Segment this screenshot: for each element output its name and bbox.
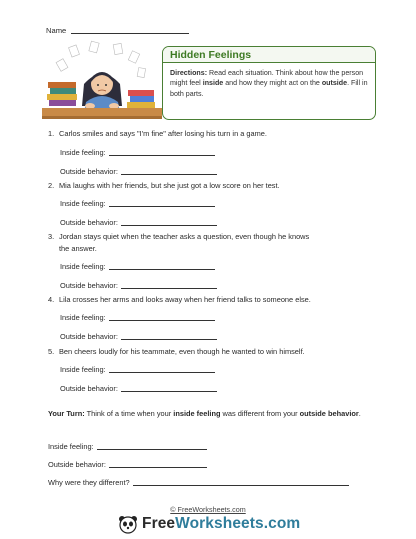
question-text: Carlos smiles and says "I'm fine" after losing his turn in a game. <box>59 129 267 138</box>
inside-label: Inside feeling: <box>60 313 106 322</box>
q2-outside-field[interactable] <box>60 218 217 227</box>
brand-logo <box>118 513 300 535</box>
answer-blank[interactable] <box>109 206 215 207</box>
inside-label: Inside feeling: <box>60 148 106 157</box>
inside-label: Inside feeling: <box>60 199 106 208</box>
answer-blank[interactable] <box>121 339 217 340</box>
copyright-text[interactable]: © FreeWorksheets.com <box>170 505 246 514</box>
question-text: Lila crosses her arms and looks away when her friend talks to someone else. <box>59 295 311 304</box>
your-turn-text-c: . <box>358 409 361 418</box>
name-row <box>46 26 189 35</box>
question-number: 3. <box>48 232 55 241</box>
outside-label: Outside behavior: <box>60 218 118 227</box>
answer-blank[interactable] <box>97 449 207 450</box>
brand-free: Free <box>142 515 176 532</box>
why-label: Why were they different? <box>48 478 130 487</box>
q5-inside-field[interactable] <box>60 365 215 374</box>
directions-part-c: . Fill in both parts. <box>170 79 368 98</box>
answer-blank[interactable] <box>109 269 215 270</box>
title-card <box>162 46 376 120</box>
question-text: Ben cheers loudly for his teammate, even though he wanted to win himself. <box>59 347 305 356</box>
q3-inside-field[interactable] <box>60 262 215 271</box>
question-5 <box>48 346 370 358</box>
your-turn-inside: inside feeling <box>173 409 221 418</box>
answer-blank[interactable] <box>121 225 217 226</box>
outside-label: Outside behavior: <box>60 384 118 393</box>
question-number: 2. <box>48 181 55 190</box>
turn-inside-field[interactable] <box>48 442 207 451</box>
question-number: 1. <box>48 129 55 138</box>
turn-why-field[interactable] <box>48 478 349 487</box>
your-turn-outside: outside behavior <box>299 409 359 418</box>
q4-inside-field[interactable] <box>60 313 215 322</box>
q5-outside-field[interactable] <box>60 384 217 393</box>
outside-label: Outside behavior: <box>60 167 118 176</box>
q3-outside-field[interactable] <box>60 281 217 290</box>
outside-label: Outside behavior: <box>60 332 118 341</box>
your-turn-text-b: was different from your <box>220 409 300 418</box>
student-stress-illustration <box>42 40 162 120</box>
directions-inside: inside <box>202 79 224 88</box>
question-2 <box>48 180 370 192</box>
q1-outside-field[interactable] <box>60 167 217 176</box>
q4-outside-field[interactable] <box>60 332 217 341</box>
directions-label: Directions: <box>170 69 208 77</box>
directions-outside: outside <box>321 79 348 88</box>
worksheet-title: Hidden Feelings <box>170 49 252 61</box>
panda-icon <box>118 514 138 534</box>
inside-label: Inside feeling: <box>48 442 94 451</box>
brand-worksheets: Worksheets.com <box>175 515 301 532</box>
question-1 <box>48 128 370 140</box>
name-blank[interactable] <box>71 33 189 34</box>
question-text: Jordan stays quiet when the teacher asks a question, even though he knows <box>59 232 310 241</box>
question-text: Mia laughs with her friends, but she just got a low score on her test. <box>59 181 280 190</box>
answer-blank[interactable] <box>109 372 215 373</box>
outside-label: Outside behavior: <box>60 281 118 290</box>
answer-blank[interactable] <box>121 391 217 392</box>
answer-blank[interactable] <box>121 288 217 289</box>
question-3 <box>48 231 370 254</box>
answer-blank[interactable] <box>121 174 217 175</box>
your-turn-text-a: Think of a time when your <box>84 409 174 418</box>
question-text-cont: the answer. <box>59 243 97 253</box>
q2-inside-field[interactable] <box>60 199 215 208</box>
answer-blank[interactable] <box>109 467 207 468</box>
answer-blank[interactable] <box>109 155 215 156</box>
directions-text <box>170 68 370 99</box>
your-turn-label: Your Turn: <box>48 409 85 418</box>
q1-inside-field[interactable] <box>60 148 215 157</box>
your-turn-prompt <box>48 408 378 420</box>
directions-part-a: Read each situation. Think about how the person might feel <box>170 69 364 88</box>
answer-blank[interactable] <box>109 320 215 321</box>
question-4 <box>48 294 370 306</box>
name-label: Name <box>46 26 67 35</box>
outside-label: Outside behavior: <box>48 460 106 469</box>
answer-blank[interactable] <box>133 485 349 486</box>
turn-outside-field[interactable] <box>48 460 207 469</box>
inside-label: Inside feeling: <box>60 262 106 271</box>
question-number: 5. <box>48 347 55 356</box>
brand-wordmark <box>142 515 300 533</box>
directions-part-b: and how they might act on the <box>223 79 322 88</box>
question-number: 4. <box>48 295 55 304</box>
inside-label: Inside feeling: <box>60 365 106 374</box>
